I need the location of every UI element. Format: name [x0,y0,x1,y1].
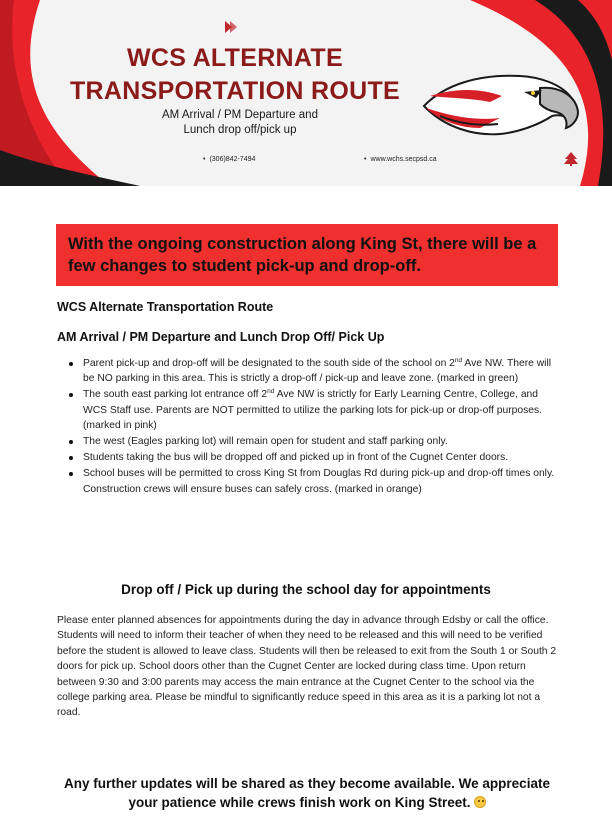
closing-message [60,774,554,812]
section-heading: WCS Alternate Transportation Route [57,300,274,314]
header-banner [0,0,612,186]
appointments-paragraph: Please enter planned absences for appointments during the day in advance through Edsby or call the office. Students will need to inform their teacher of when they need to be released and this will need to be verified before the student is allowed to leave class. Students will then be released to exit from the South 1 or South 2 doors for pick up. School doors other than the Cugnet Center are locked during class time. Upon return between 9:30 and 3:00 parents may access the main entrance at the Cugnet Center to the school via the college parking area. Please be mindful to significantly reduce speed in this area as it is a parking lot not a road. [57,615,557,719]
list-item: Parent pick-up and drop-off will be designated to the south side of the school on 2nd Ave NW. There will be NO parking in this area. This is strictly a drop-off / pick-up and leave zone. (marked in green) [68,356,560,387]
banner-subtitle: AM Arrival / PM Departure and Lunch drop off/pick up [162,109,318,136]
section-subheading: AM Arrival / PM Departure and Lunch Drop Off/ Pick Up [57,330,385,344]
list-item: Students taking the bus will be dropped off and picked up in front of the Cugnet Center doors. [68,450,560,465]
closing-text: Any further updates will be shared as they become available. We appreciate your patience while crews finish work on King Street. [64,776,550,810]
banner-title: WCS ALTERNATE TRANSPORTATION ROUTE [69,44,401,105]
play-chevron-logo-icon [224,20,240,34]
list-item: School buses will be permitted to cross King St from Douglas Rd during pick-up and drop-off times only. Construction crews will ensure buses can safely cross. (marked in orange) [68,466,560,497]
route-instructions-list [68,356,560,498]
appointments-heading: Drop off / Pick up during the school day for appointments [121,582,491,597]
eagle-mascot-icon [420,66,580,146]
smiley-emoji-icon [474,796,486,808]
construction-alert-box: With the ongoing construction along King St, there will be a few changes to student pick-up and drop-off. [56,224,558,286]
tree-logo-icon [563,151,579,167]
list-item: The west (Eagles parking lot) will remain open for student and staff parking only. [68,434,560,449]
website-link[interactable]: • www.wchs.secpsd.ca [364,156,437,163]
phone-number: • (306)842-7494 [203,156,255,163]
list-item: The south east parking lot entrance off 2nd Ave NW is strictly for Early Learning Centre, College, and WCS Staff use. Parents are NOT permitted to utilize the parking lots for pick-up or drop-off purposes. (marked in pink) [68,387,560,433]
